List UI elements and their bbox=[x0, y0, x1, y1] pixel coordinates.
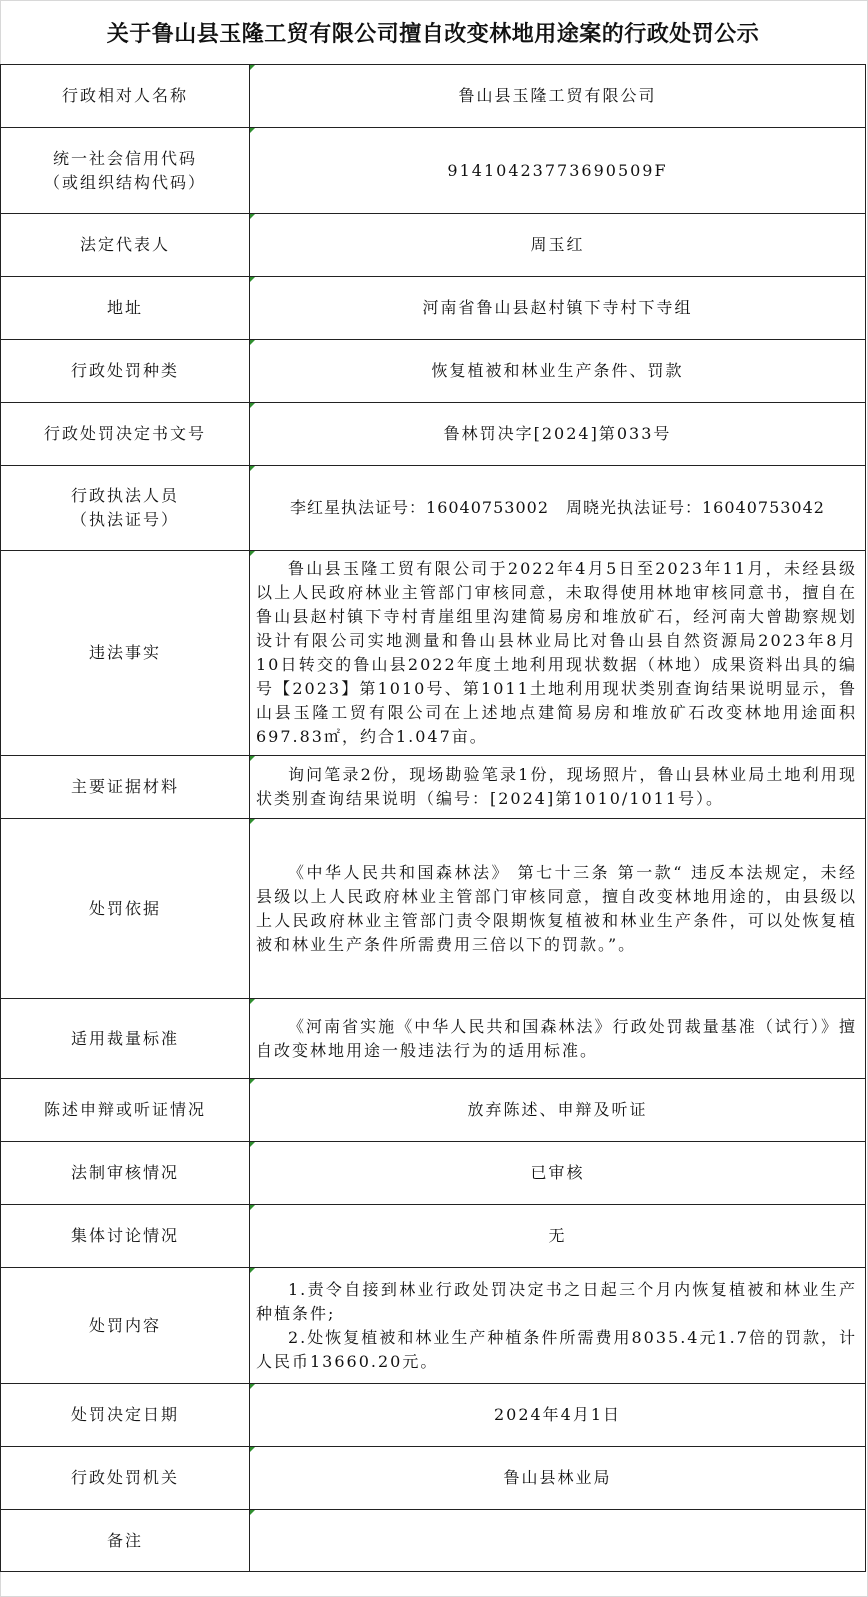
row-label: 陈述申辩或听证情况 bbox=[1, 1079, 250, 1142]
label-line: （或组织结构代码） bbox=[43, 172, 206, 192]
penalty-content-item-2: 2.处恢复植被和林业生产种植条件所需费用8035.4元1.7倍的罚款，计人民币13660.20元。 bbox=[256, 1327, 857, 1371]
violation-facts-text: 鲁山县玉隆工贸有限公司于2022年4月5日至2023年11月，未经县级以上人民政府林业主管部门审核同意，未取得使用林地审核同意书，擅自在鲁山县赵村镇下寺村青崖组里沟建简易房和堆放矿石，经河南大曾勘察规划设计有限公司实地测量和鲁山县林业局比对鲁山县自然资源局2023年8月10日转交的鲁山县2022年度土地利用现状数据（林地）成果资料出具的编号【2023】第1010号、第1011土地利用现状类别查询结果说明显示，鲁山县玉隆工贸有限公司在上述地点建简易房和堆放矿石改变林地用途面积697.83㎡，约合1.047亩。 bbox=[256, 559, 857, 746]
table-row bbox=[1, 1447, 866, 1510]
table-row bbox=[1, 1268, 866, 1384]
table-row bbox=[1, 819, 866, 999]
label-line: （执法证号） bbox=[70, 510, 179, 529]
row-label bbox=[1, 128, 250, 214]
row-value bbox=[250, 819, 866, 999]
table-row bbox=[1, 1079, 866, 1142]
row-value: 李红星执法证号：16040753002 周晓光执法证号：16040753042 bbox=[250, 466, 866, 551]
row-value: 91410423773690509F bbox=[250, 128, 866, 214]
row-label: 法定代表人 bbox=[1, 214, 250, 277]
row-label: 违法事实 bbox=[1, 551, 250, 756]
row-label: 地址 bbox=[1, 277, 250, 340]
row-value: 鲁山县林业局 bbox=[250, 1447, 866, 1510]
row-label: 处罚依据 bbox=[1, 819, 250, 999]
row-value bbox=[250, 1268, 866, 1384]
row-label bbox=[1, 466, 250, 551]
row-label: 行政处罚机关 bbox=[1, 1447, 250, 1510]
row-label: 行政相对人名称 bbox=[1, 65, 250, 128]
row-value: 鲁林罚决字[2024]第033号 bbox=[250, 403, 866, 466]
penalty-basis-text: 《中华人民共和国森林法》 第七十三条 第一款“ 违反本法规定，未经县级以上人民政府林业主管部门审核同意，擅自改变林地用途的，由县级以上人民政府林业主管部门责令限期恢复植被和林业生产条件，可以处恢复植被和林业生产条件所需费用三倍以下的罚款。”。 bbox=[256, 862, 857, 954]
row-label: 行政处罚种类 bbox=[1, 340, 250, 403]
row-label: 法制审核情况 bbox=[1, 1142, 250, 1205]
table-row bbox=[1, 1384, 866, 1447]
table-row bbox=[1, 1205, 866, 1268]
page-title: 关于鲁山县玉隆工贸有限公司擅自改变林地用途案的行政处罚公示 bbox=[106, 20, 760, 47]
label-line: 统一社会信用代码 bbox=[52, 148, 197, 168]
table-row bbox=[1, 1142, 866, 1205]
label-line: 行政执法人员 bbox=[70, 486, 179, 505]
table-row bbox=[1, 65, 866, 128]
table-row bbox=[1, 340, 866, 403]
row-label: 备注 bbox=[1, 1510, 250, 1572]
penalty-content-item-1: 1.责令自接到林业行政处罚决定书之日起三个月内恢复植被和林业生产种植条件; bbox=[256, 1279, 857, 1323]
row-value: 已审核 bbox=[250, 1142, 866, 1205]
row-value: 周玉红 bbox=[250, 214, 866, 277]
row-value: 鲁山县玉隆工贸有限公司 bbox=[250, 65, 866, 128]
row-value bbox=[250, 999, 866, 1079]
table-row bbox=[1, 128, 866, 214]
row-value: 放弃陈述、申辩及听证 bbox=[250, 1079, 866, 1142]
table-row bbox=[1, 551, 866, 756]
row-value bbox=[250, 756, 866, 819]
table-row bbox=[1, 214, 866, 277]
evidence-text: 询问笔录2份，现场勘验笔录1份，现场照片，鲁山县林业局土地利用现状类别查询结果说明（编号：[2024]第1010/1011号）。 bbox=[256, 765, 857, 808]
row-value: 恢复植被和林业生产条件、罚款 bbox=[250, 340, 866, 403]
row-value: 河南省鲁山县赵村镇下寺村下寺组 bbox=[250, 277, 866, 340]
discretion-standard-text: 《河南省实施《中华人民共和国森林法》行政处罚裁量基准（试行）》擅自改变林地用途一般违法行为的适用标准。 bbox=[256, 1016, 857, 1060]
table-row bbox=[1, 466, 866, 551]
table-row bbox=[1, 999, 866, 1079]
table-row bbox=[1, 756, 866, 819]
row-label: 集体讨论情况 bbox=[1, 1205, 250, 1268]
row-value: 2024年4月1日 bbox=[250, 1384, 866, 1447]
penalty-table bbox=[0, 64, 866, 1572]
row-label: 适用裁量标准 bbox=[1, 999, 250, 1079]
row-label: 主要证据材料 bbox=[1, 756, 250, 819]
row-label: 行政处罚决定书文号 bbox=[1, 403, 250, 466]
row-value bbox=[250, 1510, 866, 1572]
table-row bbox=[1, 403, 866, 466]
table-row bbox=[1, 277, 866, 340]
row-label: 处罚内容 bbox=[1, 1268, 250, 1384]
row-label: 处罚决定日期 bbox=[1, 1384, 250, 1447]
row-value: 无 bbox=[250, 1205, 866, 1268]
table-row bbox=[1, 1510, 866, 1572]
row-value bbox=[250, 551, 866, 756]
